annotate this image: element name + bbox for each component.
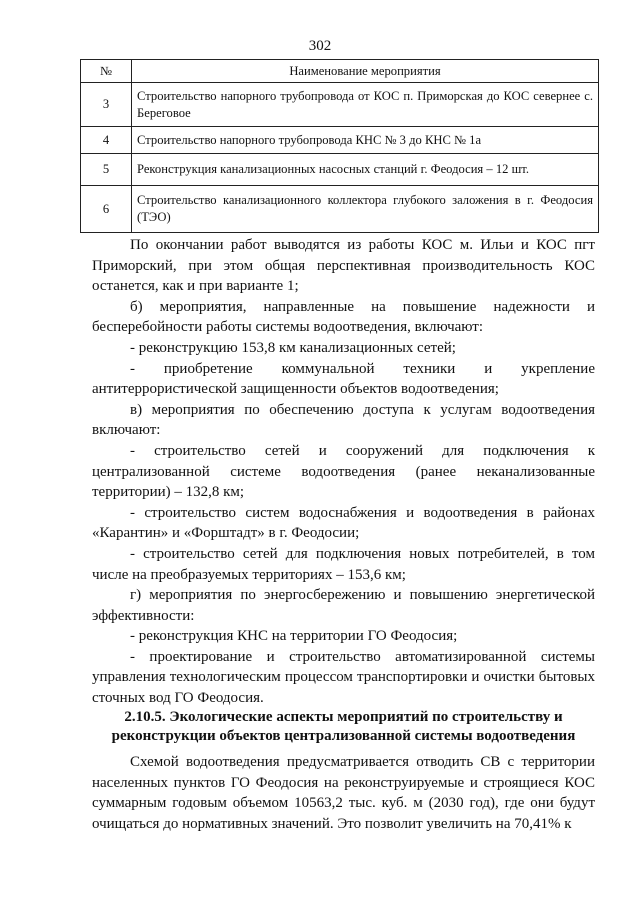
list-item: - реконструкцию 153,8 км канализационных сетей; [130, 339, 456, 356]
list-item: - реконструкция КНС на территории ГО Феодосия; [130, 628, 458, 645]
row-name: Строительство напорного трубопровода КНС № 3 до КНС № 1а [132, 127, 599, 154]
column-header-name: Наименование мероприятия [132, 60, 599, 83]
list-item: - проектирование и строительство автоматизированной системы управления технологическим процессом транспортировки и очистки бытовых сточных вод ГО Феодосия. [92, 648, 595, 707]
paragraph: По окончании работ выводятся из работы КОС м. Ильи и КОС пгт Приморский, при этом общая перспективная производительность КОС останется, как и при варианте 1; [92, 237, 595, 295]
list-item: - строительство систем водоснабжения и водоотведения в районах «Карантин» и «Форштадт» в г. Феодосии; [92, 504, 595, 542]
body-text [92, 235, 595, 709]
list-item: - строительство сетей и сооружений для подключения к централизованной системе водоотведения (ранее неканализованные территории) – 132,8 км; [92, 442, 595, 501]
paragraph: г) мероприятия по энергосбережению и повышению энергетической эффективности: [92, 587, 595, 624]
paragraph: б) мероприятия, направленные на повышение надежности и бесперебойности работы системы водоотведения, включают: [92, 298, 595, 336]
row-number: 5 [81, 154, 132, 186]
table-row [81, 127, 599, 154]
column-header-number: № [81, 60, 132, 83]
row-number: 3 [81, 83, 132, 127]
table-row [81, 154, 599, 186]
table-header-row [81, 60, 599, 83]
body-text-continued [92, 752, 595, 834]
paragraph: в) мероприятия по обеспечению доступа к услугам водоотведения включают: [92, 401, 595, 439]
row-name: Реконструкция канализационных насосных станций г. Феодосия – 12 шт. [132, 154, 599, 186]
row-name: Строительство канализационного коллектора глубокого заложения в г. Феодосия (ТЭО) [132, 186, 599, 233]
table-row [81, 186, 599, 233]
page-number: 302 [308, 38, 332, 54]
list-item: - приобретение коммунальной техники и укрепление антитеррористической защищенности объектов водоотведения; [92, 360, 595, 398]
row-name: Строительство напорного трубопровода от КОС п. Приморская до КОС севернее с. Береговое [132, 83, 599, 127]
section-heading: 2.10.5. Экологические аспекты мероприятий по строительству и реконструкции объектов централизованной системы водоотведения [111, 709, 576, 744]
table-row [81, 83, 599, 127]
list-item: - строительство сетей для подключения новых потребителей, в том числе на преобразуемых территориях – 153,6 км; [92, 545, 595, 583]
row-number: 4 [81, 127, 132, 154]
paragraph: Схемой водоотведения предусматривается отводить СВ с территории населенных пунктов ГО Феодосия на реконструируемые и строящиеся КОС суммарным годовым объемом 10563,2 тыс. куб. м (2030 год), где они будут очищаться до нормативных значений. Это позволит увеличить на 70,41% к [92, 754, 595, 832]
row-number: 6 [81, 186, 132, 233]
measures-table [80, 59, 599, 233]
